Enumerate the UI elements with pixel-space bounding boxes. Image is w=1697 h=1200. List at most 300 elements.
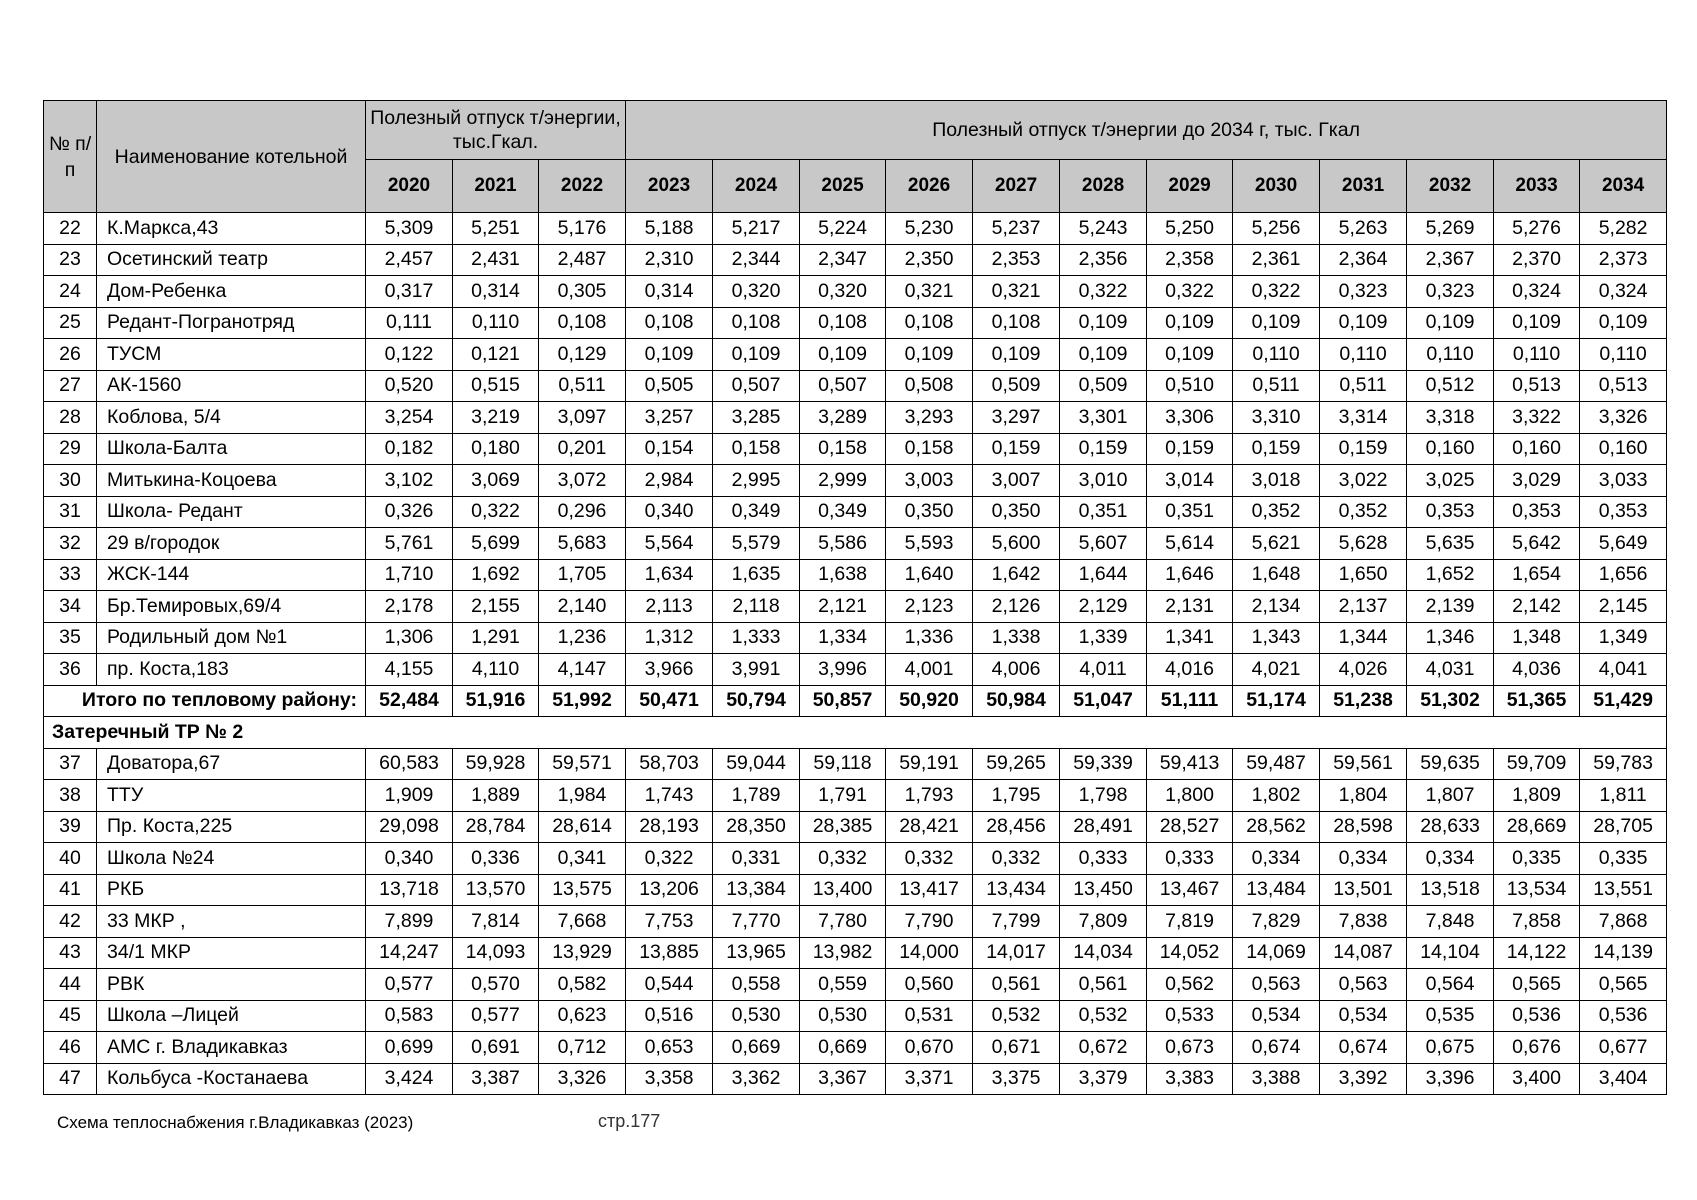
table-row [44, 339, 1667, 371]
boiler-name-cell: 29 в/городок [97, 528, 366, 560]
boiler-name-cell: Осетинский театр [97, 244, 366, 276]
value-cell: 0,314 [626, 276, 713, 308]
value-cell: 4,041 [1580, 654, 1667, 686]
value-cell: 5,642 [1494, 528, 1580, 560]
value-cell: 0,336 [453, 843, 539, 875]
year-header-cell: 2021 [453, 160, 539, 213]
value-cell: 4,036 [1494, 654, 1580, 686]
value-cell: 3,306 [1147, 402, 1233, 434]
table-row [44, 276, 1667, 308]
value-cell: 0,154 [626, 433, 713, 465]
value-cell: 0,532 [973, 1000, 1060, 1032]
total-label: Итого по тепловому району: [44, 685, 366, 717]
value-cell: 1,984 [539, 780, 626, 812]
value-cell: 0,160 [1494, 433, 1580, 465]
row-number-cell: 47 [44, 1063, 97, 1095]
value-cell: 0,322 [1233, 276, 1320, 308]
value-cell: 0,353 [1407, 496, 1494, 528]
value-cell: 0,159 [1320, 433, 1407, 465]
value-cell: 0,110 [1407, 339, 1494, 371]
value-cell: 1,705 [539, 559, 626, 591]
value-cell: 2,131 [1147, 591, 1233, 623]
forecast-group-header [626, 101, 1667, 160]
value-cell: 0,159 [973, 433, 1060, 465]
value-cell: 59,044 [713, 748, 800, 780]
value-cell: 28,421 [886, 811, 973, 843]
value-cell: 4,147 [539, 654, 626, 686]
value-cell: 28,350 [713, 811, 800, 843]
value-cell: 29,098 [366, 811, 453, 843]
value-cell: 1,654 [1494, 559, 1580, 591]
value-cell: 1,640 [886, 559, 973, 591]
value-cell: 0,563 [1320, 969, 1407, 1001]
value-cell: 0,108 [626, 307, 713, 339]
total-value-cell: 51,429 [1580, 685, 1667, 717]
value-cell: 2,364 [1320, 244, 1407, 276]
value-cell: 0,510 [1147, 370, 1233, 402]
value-cell: 1,341 [1147, 622, 1233, 654]
value-cell: 1,334 [800, 622, 886, 654]
table-row [44, 244, 1667, 276]
value-cell: 0,558 [713, 969, 800, 1001]
actual-group-label: Полезный отпуск т/энергии, тыс.Гкал. [370, 107, 621, 153]
value-cell: 0,317 [366, 276, 453, 308]
value-cell: 3,371 [886, 1063, 973, 1095]
value-cell: 1,291 [453, 622, 539, 654]
value-cell: 13,885 [626, 937, 713, 969]
value-cell: 13,718 [366, 874, 453, 906]
value-cell: 1,802 [1233, 780, 1320, 812]
value-cell: 1,333 [713, 622, 800, 654]
value-cell: 0,577 [453, 1000, 539, 1032]
value-cell: 2,457 [366, 244, 453, 276]
value-cell: 2,129 [1060, 591, 1147, 623]
value-cell: 7,829 [1233, 906, 1320, 938]
total-value-cell: 51,992 [539, 685, 626, 717]
value-cell: 0,109 [1580, 307, 1667, 339]
year-header-cell: 2034 [1580, 160, 1667, 213]
total-value-cell: 51,174 [1233, 685, 1320, 717]
row-number-cell: 42 [44, 906, 97, 938]
value-cell: 7,858 [1494, 906, 1580, 938]
value-cell: 1,793 [886, 780, 973, 812]
value-cell: 1,346 [1407, 622, 1494, 654]
value-cell: 4,026 [1320, 654, 1407, 686]
value-cell: 28,784 [453, 811, 539, 843]
value-cell: 0,321 [973, 276, 1060, 308]
value-cell: 3,010 [1060, 465, 1147, 497]
year-header-cell: 2020 [366, 160, 453, 213]
value-cell: 0,582 [539, 969, 626, 1001]
boiler-name-cell: Пр. Коста,225 [97, 811, 366, 843]
value-cell: 5,761 [366, 528, 453, 560]
value-cell: 3,007 [973, 465, 1060, 497]
value-cell: 0,530 [800, 1000, 886, 1032]
value-cell: 3,219 [453, 402, 539, 434]
value-cell: 3,358 [626, 1063, 713, 1095]
boiler-name-cell: Дом-Ребенка [97, 276, 366, 308]
value-cell: 3,257 [626, 402, 713, 434]
value-cell: 0,324 [1580, 276, 1667, 308]
table-header [44, 101, 1667, 213]
value-cell: 2,142 [1494, 591, 1580, 623]
year-header-cell: 2032 [1407, 160, 1494, 213]
value-cell: 3,388 [1233, 1063, 1320, 1095]
value-cell: 0,677 [1580, 1032, 1667, 1064]
year-header-cell: 2029 [1147, 160, 1233, 213]
value-cell: 0,332 [973, 843, 1060, 875]
boiler-name-cell: Митькина-Коцоева [97, 465, 366, 497]
row-number-cell: 40 [44, 843, 97, 875]
value-cell: 0,159 [1233, 433, 1320, 465]
value-cell: 2,487 [539, 244, 626, 276]
value-cell: 0,322 [1147, 276, 1233, 308]
value-cell: 3,367 [800, 1063, 886, 1095]
value-cell: 4,031 [1407, 654, 1494, 686]
value-cell: 2,145 [1580, 591, 1667, 623]
value-cell: 0,670 [886, 1032, 973, 1064]
value-cell: 0,158 [886, 433, 973, 465]
table-row [44, 370, 1667, 402]
value-cell: 0,109 [1147, 339, 1233, 371]
value-cell: 1,807 [1407, 780, 1494, 812]
value-cell: 0,340 [626, 496, 713, 528]
value-cell: 0,623 [539, 1000, 626, 1032]
table-row [44, 622, 1667, 654]
value-cell: 3,289 [800, 402, 886, 434]
value-cell: 0,562 [1147, 969, 1233, 1001]
value-cell: 5,224 [800, 213, 886, 245]
value-cell: 2,353 [973, 244, 1060, 276]
value-cell: 0,353 [1494, 496, 1580, 528]
name-column-header [97, 101, 366, 213]
value-cell: 0,352 [1233, 496, 1320, 528]
table-row [44, 465, 1667, 497]
value-cell: 1,909 [366, 780, 453, 812]
value-cell: 0,507 [713, 370, 800, 402]
value-cell: 0,534 [1233, 1000, 1320, 1032]
total-value-cell: 50,920 [886, 685, 973, 717]
value-cell: 0,351 [1060, 496, 1147, 528]
row-number-cell: 24 [44, 276, 97, 308]
table-row [44, 811, 1667, 843]
value-cell: 59,635 [1407, 748, 1494, 780]
value-cell: 1,795 [973, 780, 1060, 812]
group-header-row [44, 717, 1667, 749]
value-cell: 5,217 [713, 213, 800, 245]
value-cell: 0,509 [973, 370, 1060, 402]
table-row [44, 1000, 1667, 1032]
total-value-cell: 50,984 [973, 685, 1060, 717]
value-cell: 1,652 [1407, 559, 1494, 591]
value-cell: 0,182 [366, 433, 453, 465]
value-cell: 2,356 [1060, 244, 1147, 276]
boiler-name-cell: Бр.Темировых,69/4 [97, 591, 366, 623]
value-cell: 0,352 [1320, 496, 1407, 528]
value-cell: 1,800 [1147, 780, 1233, 812]
boiler-name-cell: АМС г. Владикавказ [97, 1032, 366, 1064]
value-cell: 1,343 [1233, 622, 1320, 654]
value-cell: 28,705 [1580, 811, 1667, 843]
value-cell: 59,571 [539, 748, 626, 780]
value-cell: 0,536 [1580, 1000, 1667, 1032]
value-cell: 14,139 [1580, 937, 1667, 969]
value-cell: 3,025 [1407, 465, 1494, 497]
table-row [44, 906, 1667, 938]
row-number-cell: 44 [44, 969, 97, 1001]
row-number-cell: 46 [44, 1032, 97, 1064]
value-cell: 0,321 [886, 276, 973, 308]
value-cell: 3,254 [366, 402, 453, 434]
value-cell: 0,676 [1494, 1032, 1580, 1064]
value-cell: 0,520 [366, 370, 453, 402]
value-cell: 1,642 [973, 559, 1060, 591]
total-value-cell: 51,047 [1060, 685, 1147, 717]
value-cell: 2,350 [886, 244, 973, 276]
table-row [44, 433, 1667, 465]
value-cell: 1,336 [886, 622, 973, 654]
value-cell: 0,322 [453, 496, 539, 528]
value-cell: 59,118 [800, 748, 886, 780]
value-cell: 2,995 [713, 465, 800, 497]
value-cell: 3,326 [539, 1063, 626, 1095]
value-cell: 0,323 [1320, 276, 1407, 308]
value-cell: 0,583 [366, 1000, 453, 1032]
value-cell: 2,178 [366, 591, 453, 623]
value-cell: 0,109 [713, 339, 800, 371]
table-row [44, 496, 1667, 528]
value-cell: 14,104 [1407, 937, 1494, 969]
value-cell: 5,251 [453, 213, 539, 245]
value-cell: 3,014 [1147, 465, 1233, 497]
value-cell: 59,413 [1147, 748, 1233, 780]
value-cell: 7,799 [973, 906, 1060, 938]
value-cell: 0,333 [1147, 843, 1233, 875]
value-cell: 13,417 [886, 874, 973, 906]
row-number-cell: 25 [44, 307, 97, 339]
table-row [44, 780, 1667, 812]
value-cell: 7,809 [1060, 906, 1147, 938]
value-cell: 5,614 [1147, 528, 1233, 560]
value-cell: 0,320 [713, 276, 800, 308]
value-cell: 5,635 [1407, 528, 1494, 560]
value-cell: 0,109 [1320, 307, 1407, 339]
value-cell: 14,122 [1494, 937, 1580, 969]
value-cell: 0,108 [886, 307, 973, 339]
value-cell: 0,180 [453, 433, 539, 465]
value-cell: 0,544 [626, 969, 713, 1001]
total-value-cell: 51,365 [1494, 685, 1580, 717]
value-cell: 28,491 [1060, 811, 1147, 843]
boiler-name-cell: АК-1560 [97, 370, 366, 402]
value-cell: 1,889 [453, 780, 539, 812]
table-row [44, 874, 1667, 906]
value-cell: 0,699 [366, 1032, 453, 1064]
value-cell: 1,344 [1320, 622, 1407, 654]
value-cell: 0,577 [366, 969, 453, 1001]
value-cell: 13,575 [539, 874, 626, 906]
value-cell: 0,160 [1407, 433, 1494, 465]
row-number-cell: 32 [44, 528, 97, 560]
boiler-name-cell: РВК [97, 969, 366, 1001]
value-cell: 4,016 [1147, 654, 1233, 686]
num-column-header [44, 101, 97, 213]
value-cell: 1,650 [1320, 559, 1407, 591]
value-cell: 0,515 [453, 370, 539, 402]
value-cell: 0,332 [800, 843, 886, 875]
value-cell: 2,140 [539, 591, 626, 623]
value-cell: 0,109 [626, 339, 713, 371]
row-number-cell: 38 [44, 780, 97, 812]
value-cell: 2,310 [626, 244, 713, 276]
value-cell: 5,230 [886, 213, 973, 245]
num-column-label: № п/п [48, 132, 92, 181]
value-cell: 0,324 [1494, 276, 1580, 308]
value-cell: 3,029 [1494, 465, 1580, 497]
value-cell: 4,110 [453, 654, 539, 686]
total-row [44, 685, 1667, 717]
value-cell: 0,108 [973, 307, 1060, 339]
value-cell: 0,570 [453, 969, 539, 1001]
value-cell: 5,176 [539, 213, 626, 245]
value-cell: 0,671 [973, 1032, 1060, 1064]
value-cell: 5,309 [366, 213, 453, 245]
value-cell: 0,326 [366, 496, 453, 528]
value-cell: 2,113 [626, 591, 713, 623]
value-cell: 0,109 [1060, 307, 1147, 339]
value-cell: 28,456 [973, 811, 1060, 843]
value-cell: 5,586 [800, 528, 886, 560]
value-cell: 0,320 [800, 276, 886, 308]
boiler-name-cell: 33 МКР , [97, 906, 366, 938]
heat-supply-table [43, 100, 1667, 1095]
value-cell: 3,383 [1147, 1063, 1233, 1095]
value-cell: 0,121 [453, 339, 539, 371]
row-number-cell: 29 [44, 433, 97, 465]
year-header-cell: 2022 [539, 160, 626, 213]
value-cell: 59,191 [886, 748, 973, 780]
value-cell: 0,505 [626, 370, 713, 402]
year-header-cell: 2026 [886, 160, 973, 213]
value-cell: 3,314 [1320, 402, 1407, 434]
value-cell: 1,791 [800, 780, 886, 812]
year-header-cell: 2033 [1494, 160, 1580, 213]
value-cell: 13,965 [713, 937, 800, 969]
value-cell: 13,570 [453, 874, 539, 906]
boiler-name-cell: ЖСК-144 [97, 559, 366, 591]
value-cell: 13,501 [1320, 874, 1407, 906]
value-cell: 0,565 [1494, 969, 1580, 1001]
value-cell: 0,341 [539, 843, 626, 875]
value-cell: 0,350 [973, 496, 1060, 528]
value-cell: 2,370 [1494, 244, 1580, 276]
value-cell: 5,607 [1060, 528, 1147, 560]
value-cell: 0,108 [539, 307, 626, 339]
value-cell: 0,160 [1580, 433, 1667, 465]
heat-supply-table-container [43, 100, 1664, 1095]
value-cell: 3,396 [1407, 1063, 1494, 1095]
value-cell: 59,487 [1233, 748, 1320, 780]
boiler-name-cell: ТУСМ [97, 339, 366, 371]
boiler-name-cell: Школа-Балта [97, 433, 366, 465]
value-cell: 2,431 [453, 244, 539, 276]
value-cell: 28,527 [1147, 811, 1233, 843]
value-cell: 7,819 [1147, 906, 1233, 938]
value-cell: 3,400 [1494, 1063, 1580, 1095]
value-cell: 28,385 [800, 811, 886, 843]
value-cell: 13,434 [973, 874, 1060, 906]
value-cell: 0,559 [800, 969, 886, 1001]
boiler-name-cell: Доватора,67 [97, 748, 366, 780]
value-cell: 2,126 [973, 591, 1060, 623]
value-cell: 0,335 [1494, 843, 1580, 875]
value-cell: 3,297 [973, 402, 1060, 434]
total-value-cell: 50,471 [626, 685, 713, 717]
value-cell: 0,110 [453, 307, 539, 339]
value-cell: 0,109 [886, 339, 973, 371]
row-number-cell: 23 [44, 244, 97, 276]
table-row [44, 591, 1667, 623]
value-cell: 0,565 [1580, 969, 1667, 1001]
value-cell: 1,798 [1060, 780, 1147, 812]
value-cell: 7,838 [1320, 906, 1407, 938]
boiler-name-cell: К.Маркса,43 [97, 213, 366, 245]
value-cell: 0,653 [626, 1032, 713, 1064]
value-cell: 13,467 [1147, 874, 1233, 906]
boiler-name-cell: РКБ [97, 874, 366, 906]
value-cell: 5,263 [1320, 213, 1407, 245]
table-row [44, 969, 1667, 1001]
value-cell: 0,511 [1233, 370, 1320, 402]
value-cell: 4,006 [973, 654, 1060, 686]
row-number-cell: 27 [44, 370, 97, 402]
value-cell: 13,982 [800, 937, 886, 969]
value-cell: 1,338 [973, 622, 1060, 654]
value-cell: 0,349 [713, 496, 800, 528]
boiler-name-cell: пр. Коста,183 [97, 654, 366, 686]
value-cell: 2,123 [886, 591, 973, 623]
row-number-cell: 22 [44, 213, 97, 245]
table-row [44, 1032, 1667, 1064]
value-cell: 59,339 [1060, 748, 1147, 780]
value-cell: 0,109 [1060, 339, 1147, 371]
year-header-cell: 2030 [1233, 160, 1320, 213]
value-cell: 0,201 [539, 433, 626, 465]
value-cell: 0,532 [1060, 1000, 1147, 1032]
value-cell: 0,158 [800, 433, 886, 465]
value-cell: 1,644 [1060, 559, 1147, 591]
value-cell: 0,331 [713, 843, 800, 875]
value-cell: 0,669 [800, 1032, 886, 1064]
value-cell: 0,322 [626, 843, 713, 875]
value-cell: 13,518 [1407, 874, 1494, 906]
value-cell: 1,638 [800, 559, 886, 591]
value-cell: 1,710 [366, 559, 453, 591]
value-cell: 14,052 [1147, 937, 1233, 969]
value-cell: 3,326 [1580, 402, 1667, 434]
value-cell: 5,628 [1320, 528, 1407, 560]
value-cell: 13,384 [713, 874, 800, 906]
name-column-label: Наименование котельной [114, 145, 348, 168]
table-row [44, 402, 1667, 434]
value-cell: 2,139 [1407, 591, 1494, 623]
boiler-name-cell: Кольбуса -Костанаева [97, 1063, 366, 1095]
table-row [44, 1063, 1667, 1095]
value-cell: 3,003 [886, 465, 973, 497]
value-cell: 0,508 [886, 370, 973, 402]
value-cell: 0,340 [366, 843, 453, 875]
value-cell: 13,534 [1494, 874, 1580, 906]
